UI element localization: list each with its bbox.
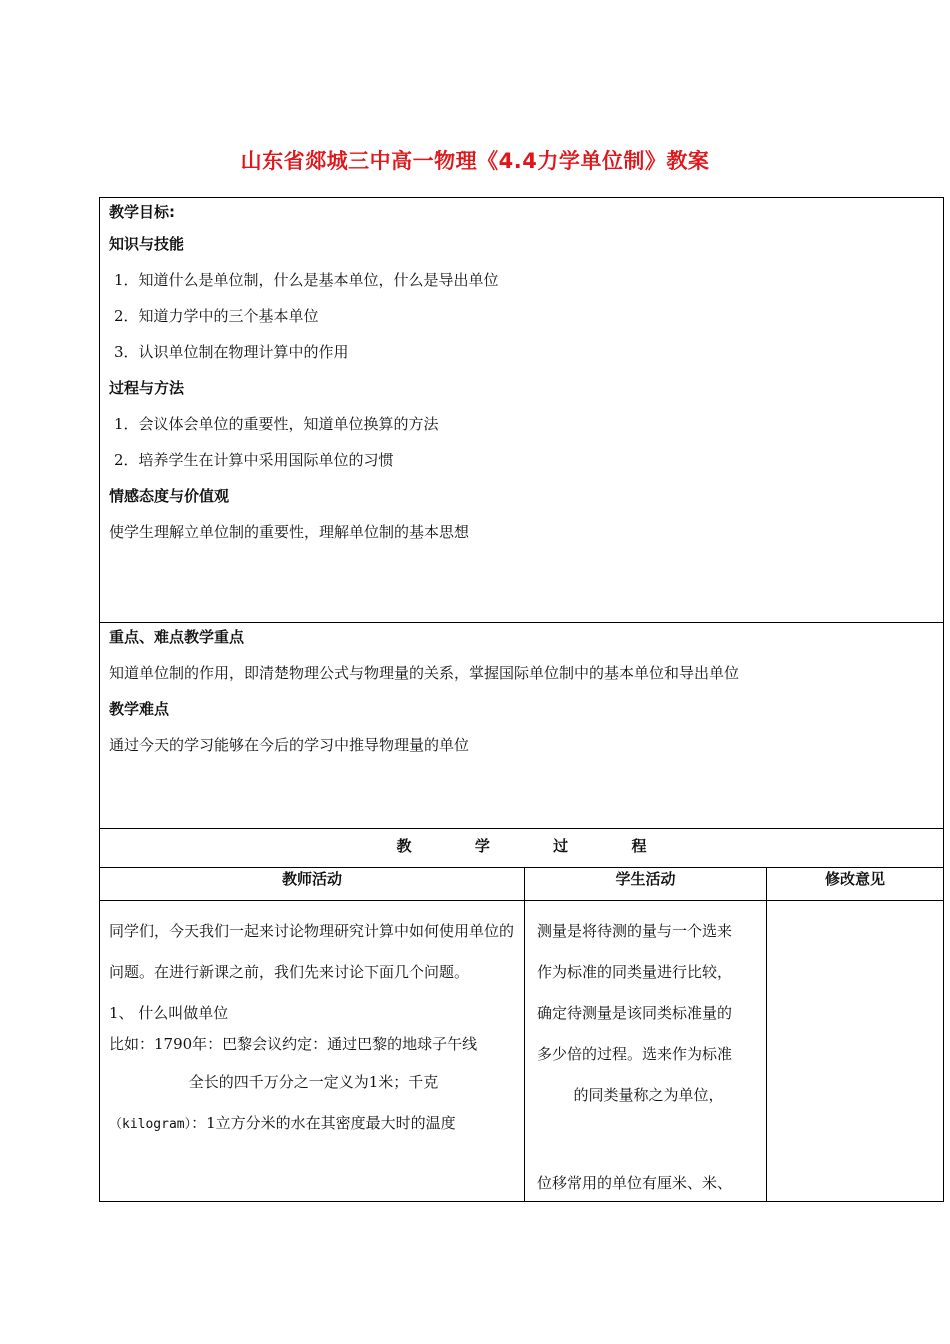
process-item: 1．会议体会单位的重要性，知道单位换算的方法	[114, 415, 439, 433]
col-student-header: 学生活动	[525, 868, 767, 901]
knowledge-heading: 知识与技能	[109, 235, 185, 253]
key-points-cell	[100, 623, 944, 829]
activity-row	[100, 901, 944, 1202]
objectives-cell	[100, 198, 944, 623]
teacher-example-line: 比如：1790年：巴黎会议约定：通过巴黎的地球子午线	[109, 1035, 478, 1053]
col-teacher-header: 教师活动	[100, 868, 525, 901]
col-revision-header: 修改意见	[767, 868, 944, 901]
teacher-example-term: （kilogram）	[109, 1117, 192, 1132]
student-line: 位移常用的单位有厘米、米、	[537, 1174, 733, 1192]
emotion-heading: 情感态度与价值观	[109, 487, 230, 505]
teacher-intro-paragraph: 同学们，今天我们一起来讨论物理研究计算中如何使用单位的问题。在进行新课之前，我们先来讨论下面几个问题。	[109, 922, 515, 981]
process-char: 过	[553, 837, 569, 855]
student-activity-cell	[525, 901, 767, 1202]
knowledge-item: 2．知道力学中的三个基本单位	[114, 307, 319, 325]
revision-cell	[767, 901, 944, 1202]
student-line: 确定待测量是该同类标准量的	[537, 1004, 733, 1022]
student-line: 的同类量称之为单位，	[573, 1086, 724, 1104]
knowledge-item: 3．认识单位制在物理计算中的作用	[114, 343, 349, 361]
key-points-text: 知道单位制的作用，即清楚物理公式与物理量的关系，掌握国际单位制中的基本单位和导出单位	[109, 664, 740, 682]
process-item: 2．培养学生在计算中采用国际单位的习惯	[114, 451, 394, 469]
process-char: 学	[474, 837, 490, 855]
process-title-cell	[100, 829, 944, 868]
objectives-row	[100, 198, 944, 623]
student-line: 作为标准的同类量进行比较，	[537, 963, 733, 981]
teacher-example-line: 全长的四千万分之一定义为1米；千克	[188, 1073, 439, 1091]
objectives-label: 教学目标:	[109, 203, 175, 221]
document-title: 山东省郯城三中高一物理《4.4力学单位制》教案	[240, 149, 710, 173]
emotion-text: 使学生理解立单位制的重要性，理解单位制的基本思想	[109, 523, 470, 541]
process-char: 教	[396, 837, 412, 855]
teacher-example-line	[109, 1103, 518, 1145]
teacher-question-1: 1、 什么叫做单位	[109, 1004, 229, 1022]
student-line: 多少倍的过程。选来作为标准	[537, 1045, 733, 1063]
key-points-heading: 重点、难点教学重点	[109, 628, 245, 646]
process-char: 程	[631, 837, 647, 855]
column-header-row	[100, 868, 944, 901]
difficulty-heading: 教学难点	[109, 700, 170, 718]
teacher-example-text: ：1立方分米的水在其密度最大时的温度	[191, 1114, 456, 1132]
process-title	[397, 829, 647, 856]
lesson-plan-table	[99, 197, 944, 1202]
teacher-activity-cell	[100, 901, 525, 1202]
knowledge-item: 1．知道什么是单位制，什么是基本单位，什么是导出单位	[114, 271, 499, 289]
process-heading: 过程与方法	[109, 379, 185, 397]
difficulty-text: 通过今天的学习能够在今后的学习中推导物理量的单位	[109, 736, 470, 754]
process-title-row	[100, 829, 944, 868]
student-line: 测量是将待测的量与一个选来	[537, 922, 733, 940]
key-points-row	[100, 623, 944, 829]
